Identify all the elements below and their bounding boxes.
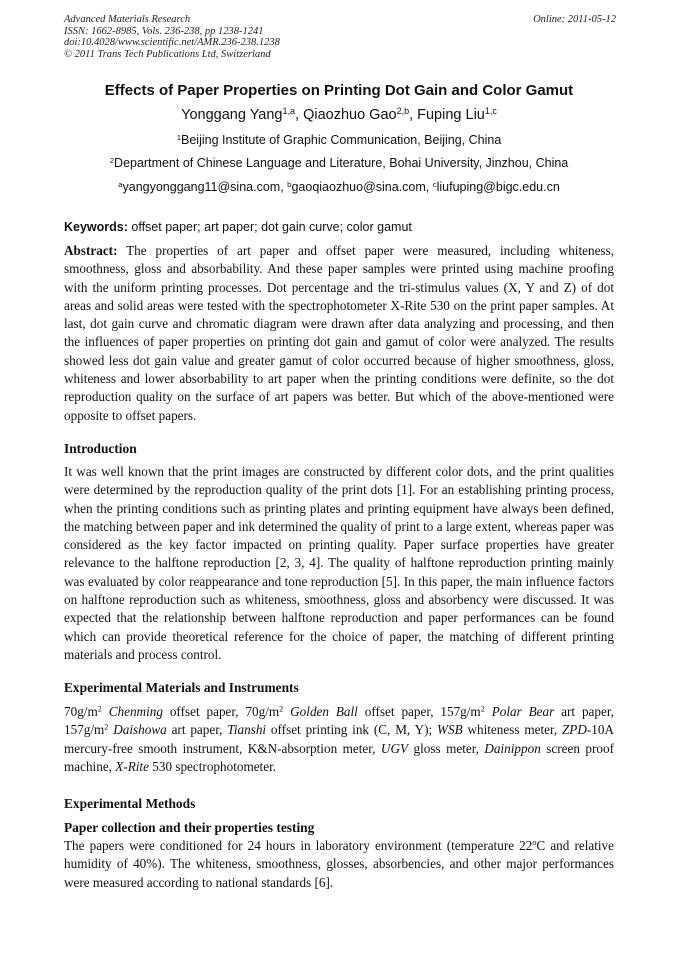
affiliation-1 [0, 133, 678, 147]
copyright-line: © 2011 Trans Tech Publications Ltd, Switzerland [64, 48, 271, 60]
email-sup: c [432, 179, 437, 189]
online-date: Online: 2011-05-12 [533, 14, 616, 25]
affiliation-text: Department of Chinese Language and Literature, Bohai University, Jinzhou, China [114, 156, 569, 170]
author-list [0, 107, 678, 123]
introduction-heading: Introduction [64, 441, 137, 456]
keywords-text: offset paper; art paper; dot gain curve; color gamut [127, 220, 412, 234]
materials-run: Daishowa [113, 722, 167, 738]
email-sup: b [287, 179, 292, 189]
email-link[interactable]: gaoqiaozhuo@sina.com [291, 180, 426, 194]
abstract-label: Abstract: [64, 243, 118, 258]
email-link[interactable]: liufuping@bigc.edu.cn [436, 180, 560, 194]
author-sup: 1,a [282, 106, 295, 117]
keywords-label: Keywords: [64, 220, 128, 234]
keywords [64, 220, 624, 234]
email-sep: , [425, 180, 433, 194]
materials-run: 2 [104, 722, 109, 732]
author-sep: , [295, 107, 304, 123]
materials-run: gloss meter, [408, 740, 485, 756]
materials-run: 2 [480, 704, 485, 714]
materials-run: X-Rite [115, 758, 149, 774]
materials-run: UGV [380, 740, 409, 756]
author: Yonggang Yang [181, 107, 283, 123]
affiliation-2 [0, 156, 678, 170]
abstract [64, 242, 614, 425]
methods-subheading: Paper collection and their properties testing [64, 820, 315, 835]
author-sup: 2,b [396, 106, 410, 117]
affiliation-text: Beijing Institute of Graphic Communication, Beijing, China [181, 133, 502, 147]
materials-run: WSB [437, 722, 463, 738]
materials-run: Chenming [108, 704, 163, 719]
materials-body [64, 703, 614, 776]
methods-heading: Experimental Methods [64, 796, 196, 811]
materials-run: offset paper, 157g/m [357, 704, 481, 719]
materials-run: -10A mercury-free smooth instrument, K&N-absorption meter, [64, 722, 614, 756]
email-sep: , [280, 180, 288, 194]
doi-line: doi:10.4028/www.scientific.net/AMR.236-238.1238 [64, 37, 280, 48]
materials-run: 70g/m [64, 704, 98, 719]
paper-title: Effects of Paper Properties on Printing Dot Gain and Color Gamut [104, 82, 574, 99]
materials-run: offset printing ink (C, M, Y); [266, 722, 437, 738]
email-link[interactable]: yangyonggang11@sina.com [122, 180, 281, 194]
journal-name: Advanced Materials Research [64, 14, 191, 25]
materials-run: art paper, 157g/m [64, 704, 615, 738]
abstract-text: The properties of art paper and offset paper were measured, including whiteness, smoothness, gloss and absorbability. And these paper samples were printed using machine proofing with the uniform printing processes. Dot percentage and the tri-stimulus values (X, Y and Z) of dot areas and solid areas were tested with the spectrophotometer X-Rite 530 on the print paper samples. At last, dot gain curve and chromatic diagram were drawn after data analyzing and processing, and then the influences of paper properties on printing dot gain and gamut of color were analyzed. The results showed less dot gain value and greater gamut of color occurred because of higher smoothness, gloss, whiteness and lower absorbability to art paper when the printing conditions were definite, so the dot reproduction quality on the surface of art papers was better. But which of the above-mentioned were opposite to offset papers. [64, 243, 614, 423]
materials-run: Polar Bear [491, 704, 555, 719]
materials-run: whiteness meter, [462, 722, 562, 738]
author: Qiaozhuo Gao [303, 107, 397, 123]
affiliation-sup: 2 [109, 155, 115, 165]
author-sep: , [409, 107, 418, 123]
materials-heading: Experimental Materials and Instruments [64, 680, 299, 695]
materials-run: Golden Ball [290, 704, 358, 719]
materials-run: screen proof machine, [64, 740, 614, 774]
journal-header [64, 14, 616, 60]
materials-run: ZPD [561, 722, 587, 738]
email-list [0, 180, 678, 194]
introduction-body: It was well known that the print images are constructed by different color dots, and the print qualities were determined by the reproduction quality of the print dots [1]. For an establishing printing process, when the printing conditions such as printing plates and printing equipment have always been defined, the matching between paper and ink determined the quality of print to a large extent, whereas paper was considered as the key factor impacted on printing quality. Paper surface properties have greater relevance to the halftone reproduction [2, 3, 4]. The quality of halftone reproduction printing mainly was evaluated by color reappearance and tone reproduction [5]. In this paper, the main influence factors on halftone reproduction such as whiteness, smoothness, gloss and absorbency were discussed. It was expected that the relationship between halftone reproduction and paper performances can be found which can provide theoretical reference for the choice of paper, the matching of different printing materials and process control. [64, 464, 614, 662]
author: Fuping Liu [417, 107, 485, 123]
issn-line: ISSN: 1662-8985, Vols. 236-238, pp 1238-1241 [64, 25, 264, 37]
affiliation-sup: 1 [176, 132, 181, 142]
methods-body: The papers were conditioned for 24 hours in laboratory environment (temperature 22ºC and relative humidity of 40%). The whiteness, smoothness, glosses, absorbencies, and other major performances were measured according to national standards [6]. [64, 838, 614, 890]
materials-run [485, 704, 492, 719]
materials-run: 2 [97, 704, 102, 714]
materials-run [102, 704, 109, 719]
email-sup: a [118, 179, 123, 189]
materials-run: 530 spectrophotometer. [148, 758, 277, 774]
materials-run: 2 [279, 704, 284, 714]
materials-run: art paper, [166, 722, 228, 738]
materials-run: offset paper, 70g/m [162, 704, 280, 719]
materials-run: Dainippon [484, 740, 541, 756]
materials-run: Tianshi [227, 722, 267, 738]
author-sup: 1,c [484, 106, 497, 117]
